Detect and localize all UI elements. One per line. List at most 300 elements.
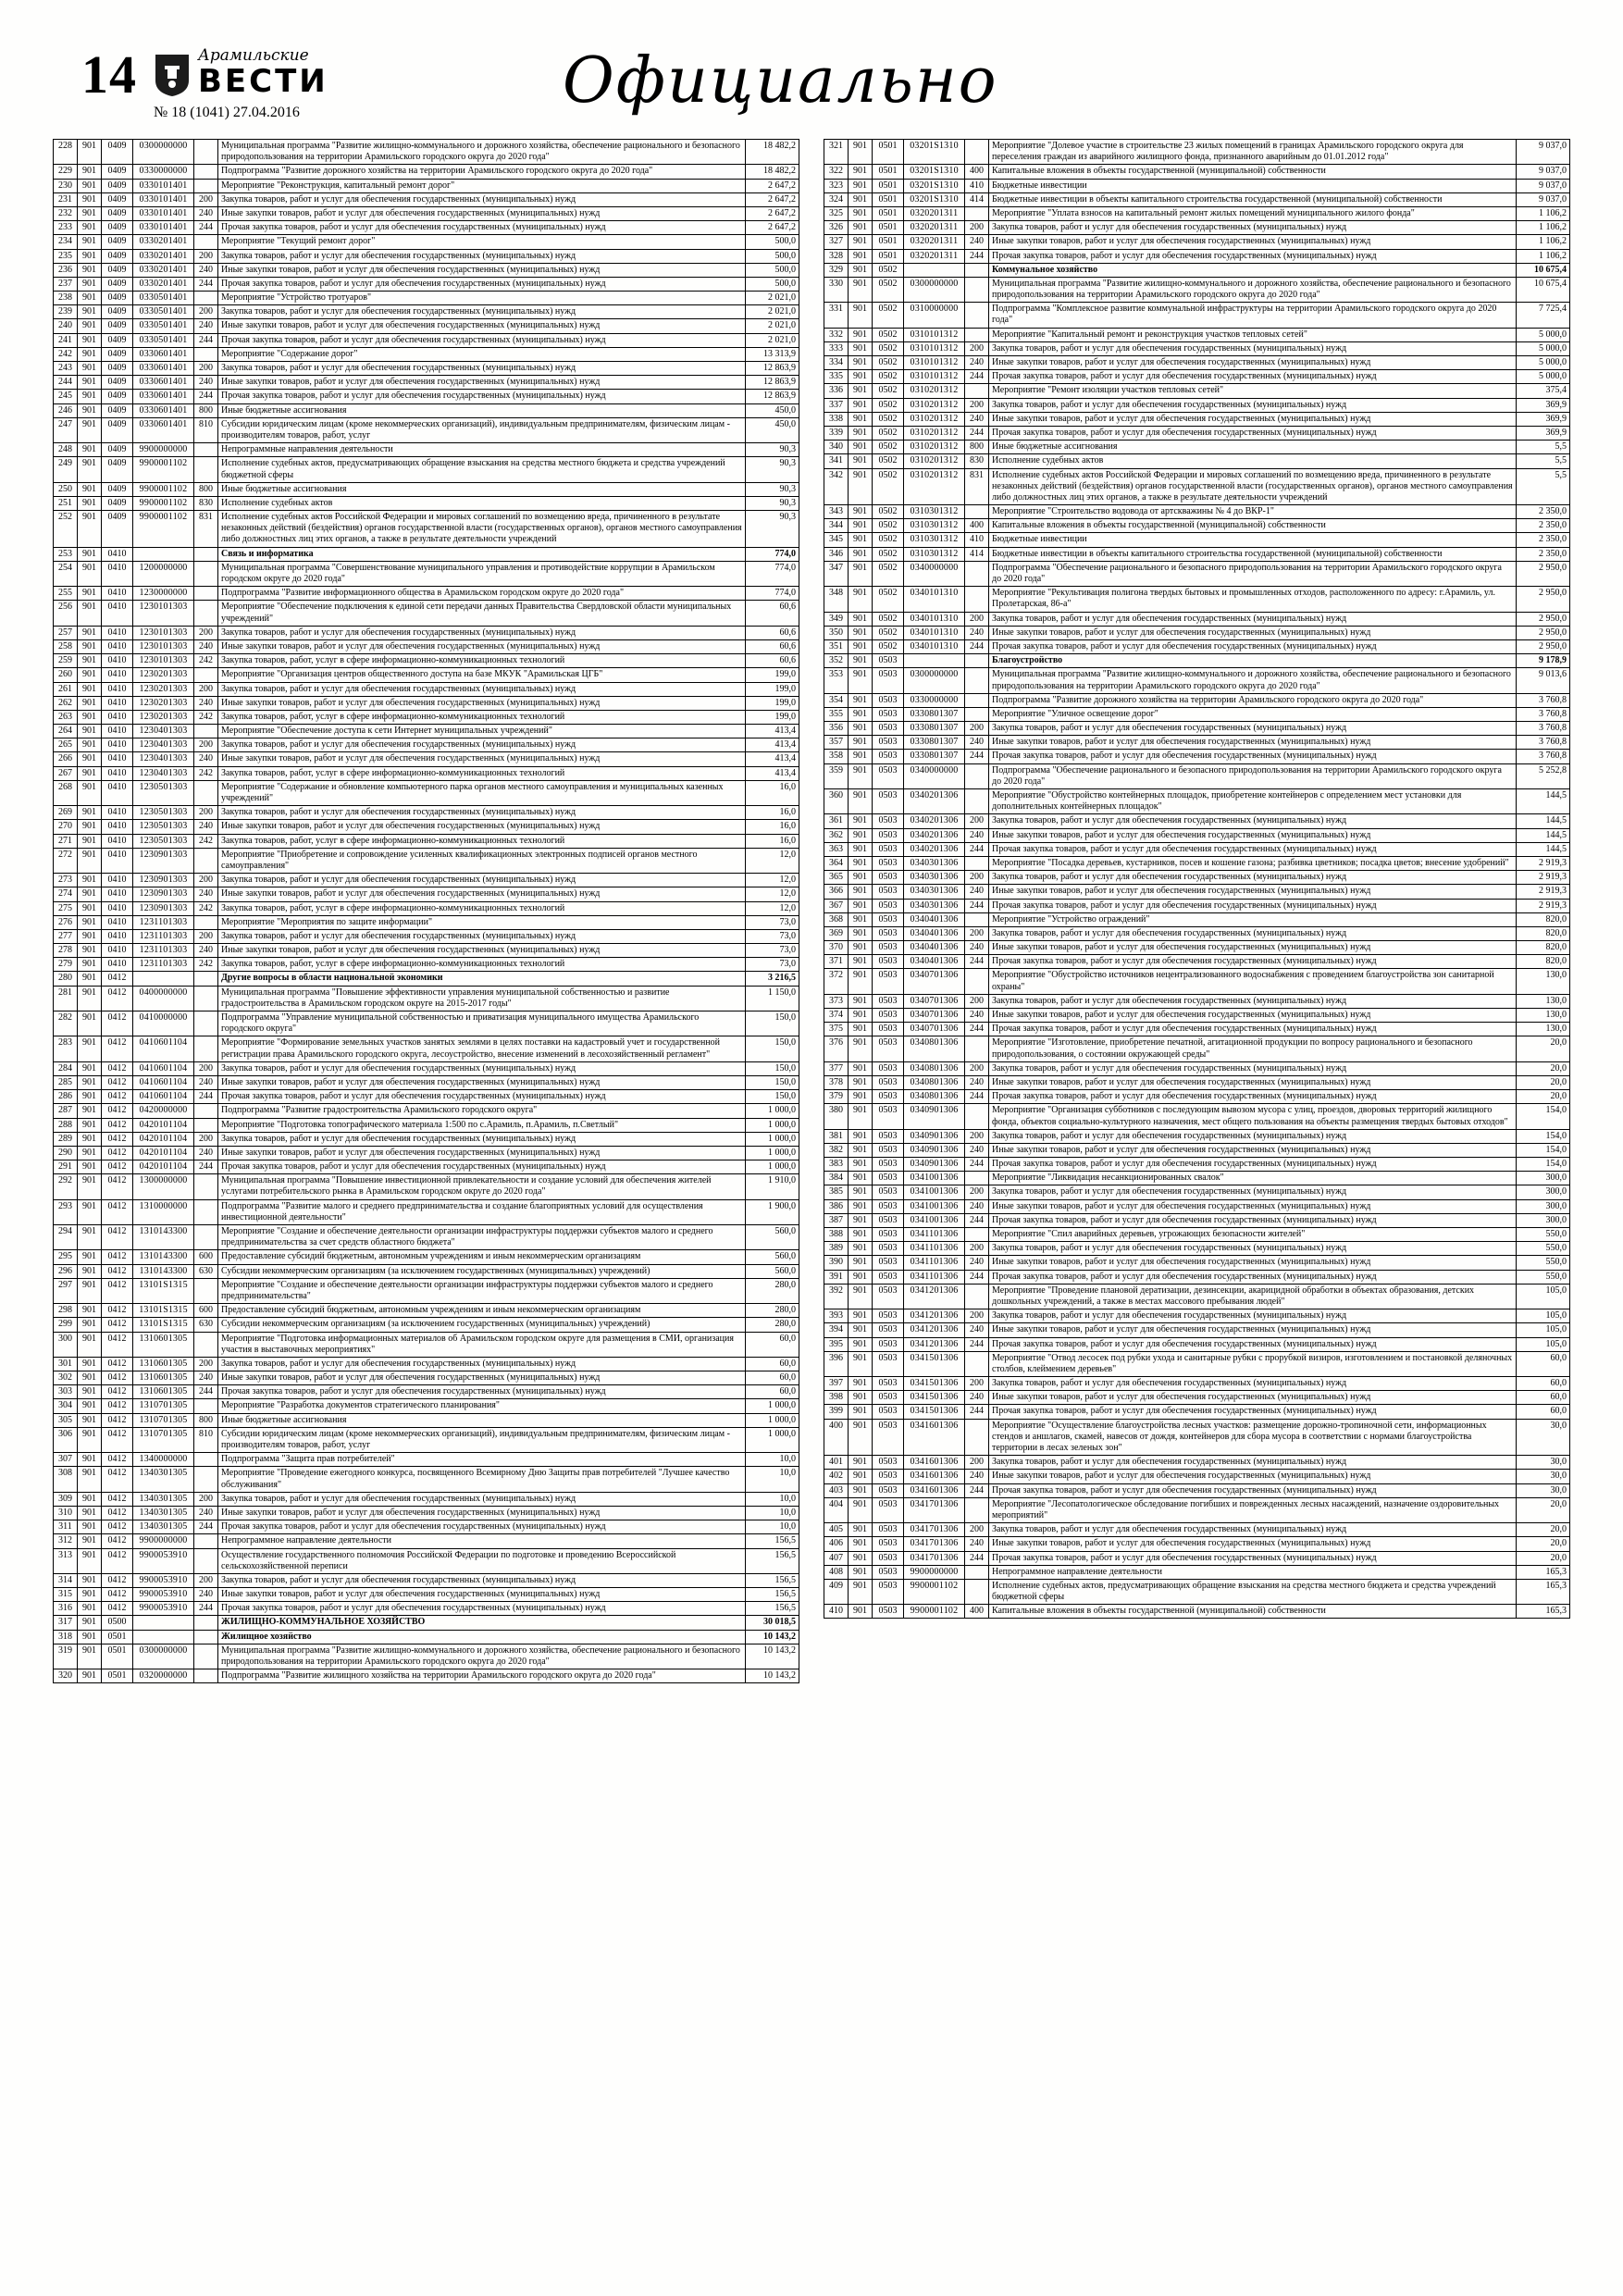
target-code: 0340401306 bbox=[904, 912, 965, 926]
target-code: 0310201312 bbox=[904, 454, 965, 468]
row-num: 405 bbox=[824, 1523, 849, 1537]
row-num: 314 bbox=[54, 1573, 78, 1587]
amount: 5,5 bbox=[1517, 441, 1570, 454]
target-code: 1230401303 bbox=[133, 766, 194, 780]
adm-code: 901 bbox=[78, 1630, 102, 1644]
row-num: 234 bbox=[54, 235, 78, 249]
row-num: 397 bbox=[824, 1377, 849, 1391]
adm-code: 901 bbox=[78, 901, 102, 915]
target-code bbox=[133, 972, 194, 986]
row-num: 279 bbox=[54, 958, 78, 972]
description: Закупка товаров, работ, услуг в сфере информационно-коммуникационных технологий bbox=[218, 834, 746, 848]
table-row bbox=[54, 333, 799, 347]
adm-code: 901 bbox=[78, 848, 102, 873]
section-code: 0503 bbox=[873, 1185, 904, 1199]
amount: 500,0 bbox=[746, 249, 799, 263]
target-code: 0341701306 bbox=[904, 1523, 965, 1537]
expense-type-code bbox=[965, 654, 989, 668]
expense-type-code bbox=[194, 1174, 218, 1199]
expense-type-code: 244 bbox=[965, 1483, 989, 1497]
description: Исполнение судебных актов, предусматривающих обращение взыскания на средства местного бюджета и средства учреждений бюджетной сферы bbox=[989, 1579, 1517, 1604]
section-code: 0503 bbox=[873, 722, 904, 736]
section-code: 0409 bbox=[102, 319, 133, 333]
amount: 30,0 bbox=[1517, 1470, 1570, 1483]
row-num: 253 bbox=[54, 547, 78, 561]
expense-type-code bbox=[965, 707, 989, 721]
expense-type-code bbox=[965, 328, 989, 341]
adm-code: 901 bbox=[78, 1548, 102, 1573]
table-row bbox=[54, 1160, 799, 1174]
target-code: 1230501303 bbox=[133, 780, 194, 805]
expense-type-code bbox=[194, 443, 218, 457]
row-num: 371 bbox=[824, 955, 849, 969]
amount: 154,0 bbox=[1517, 1104, 1570, 1129]
row-num: 251 bbox=[54, 496, 78, 510]
table-row bbox=[824, 263, 1570, 277]
row-num: 290 bbox=[54, 1146, 78, 1160]
budget-tables bbox=[53, 139, 1570, 1683]
target-code: 03201S1310 bbox=[904, 165, 965, 179]
table-row bbox=[824, 1605, 1570, 1619]
row-num: 372 bbox=[824, 969, 849, 994]
adm-code: 901 bbox=[849, 1351, 873, 1376]
row-num: 309 bbox=[54, 1492, 78, 1506]
adm-code: 901 bbox=[78, 1318, 102, 1332]
description: Закупка товаров, работ и услуг для обеспечения государственных (муниципальных) нужд bbox=[989, 926, 1517, 940]
adm-code: 901 bbox=[849, 1405, 873, 1419]
row-num: 378 bbox=[824, 1075, 849, 1089]
expense-type-code: 240 bbox=[965, 1391, 989, 1405]
row-num: 328 bbox=[824, 249, 849, 263]
adm-code: 901 bbox=[78, 496, 102, 510]
amount: 280,0 bbox=[746, 1304, 799, 1318]
section-code: 0409 bbox=[102, 192, 133, 206]
expense-type-code: 240 bbox=[965, 1323, 989, 1337]
adm-code: 901 bbox=[78, 235, 102, 249]
row-num: 323 bbox=[824, 179, 849, 192]
table-row bbox=[824, 1523, 1570, 1537]
row-num: 232 bbox=[54, 206, 78, 220]
target-code: 0340901306 bbox=[904, 1158, 965, 1172]
target-code: 1340301305 bbox=[133, 1492, 194, 1506]
expense-type-code: 200 bbox=[965, 722, 989, 736]
section-code: 0410 bbox=[102, 668, 133, 682]
description: Прочая закупка товаров, работ и услуг для обеспечения государственных (муниципальных) нужд bbox=[989, 750, 1517, 763]
expense-type-code: 240 bbox=[965, 1075, 989, 1089]
amount: 60,6 bbox=[746, 654, 799, 668]
amount: 9 037,0 bbox=[1517, 140, 1570, 165]
row-num: 265 bbox=[54, 738, 78, 752]
table-row bbox=[824, 206, 1570, 220]
table-row bbox=[54, 1104, 799, 1118]
section-code: 0410 bbox=[102, 561, 133, 586]
amount: 2 919,3 bbox=[1517, 899, 1570, 912]
expense-type-code bbox=[194, 1616, 218, 1630]
amount: 60,0 bbox=[746, 1332, 799, 1357]
amount: 2 647,2 bbox=[746, 221, 799, 235]
adm-code: 901 bbox=[78, 1385, 102, 1399]
target-code: 0330501401 bbox=[133, 305, 194, 319]
target-code: 0340701306 bbox=[904, 994, 965, 1008]
section-code: 0410 bbox=[102, 752, 133, 766]
amount: 2 350,0 bbox=[1517, 519, 1570, 533]
target-code: 0410000000 bbox=[133, 1011, 194, 1036]
target-code: 0330201401 bbox=[133, 249, 194, 263]
amount: 199,0 bbox=[746, 668, 799, 682]
amount: 9 178,9 bbox=[1517, 654, 1570, 668]
target-code: 0300000000 bbox=[133, 140, 194, 165]
amount: 156,5 bbox=[746, 1534, 799, 1548]
adm-code: 901 bbox=[78, 140, 102, 165]
section-code: 0503 bbox=[873, 926, 904, 940]
table-row bbox=[54, 165, 799, 179]
adm-code: 901 bbox=[78, 887, 102, 901]
table-row bbox=[824, 1104, 1570, 1129]
expense-type-code: 240 bbox=[194, 752, 218, 766]
target-code: 0341001306 bbox=[904, 1213, 965, 1227]
expense-type-code bbox=[194, 725, 218, 738]
row-num: 320 bbox=[54, 1669, 78, 1683]
description: Иные закупки товаров, работ и услуг для обеспечения государственных (муниципальных) нужд bbox=[989, 235, 1517, 249]
amount: 150,0 bbox=[746, 1090, 799, 1104]
table-row bbox=[824, 789, 1570, 814]
table-row bbox=[824, 994, 1570, 1008]
adm-code: 901 bbox=[849, 1284, 873, 1309]
table-row bbox=[824, 505, 1570, 519]
amount: 3 760,8 bbox=[1517, 693, 1570, 707]
expense-type-code bbox=[194, 1399, 218, 1413]
section-code: 0410 bbox=[102, 654, 133, 668]
description: Закупка товаров, работ, услуг в сфере информационно-коммуникационных технологий bbox=[218, 766, 746, 780]
target-code: 0330601401 bbox=[133, 347, 194, 361]
amount: 73,0 bbox=[746, 944, 799, 958]
row-num: 344 bbox=[824, 519, 849, 533]
table-row bbox=[54, 347, 799, 361]
adm-code: 901 bbox=[849, 206, 873, 220]
target-code: 0341501306 bbox=[904, 1391, 965, 1405]
row-num: 360 bbox=[824, 789, 849, 814]
table-row bbox=[824, 356, 1570, 370]
section-code: 0410 bbox=[102, 958, 133, 972]
description: Мероприятие "Реконструкция, капитальный ремонт дорог" bbox=[218, 179, 746, 192]
table-row bbox=[824, 547, 1570, 561]
section-code: 0412 bbox=[102, 1573, 133, 1587]
table-row bbox=[54, 1602, 799, 1616]
row-num: 334 bbox=[824, 356, 849, 370]
logo-text bbox=[198, 46, 328, 100]
description: Прочая закупка товаров, работ и услуг для обеспечения государственных (муниципальных) нужд bbox=[218, 1385, 746, 1399]
expense-type-code: 244 bbox=[194, 333, 218, 347]
expense-type-code: 830 bbox=[965, 454, 989, 468]
adm-code: 901 bbox=[849, 856, 873, 870]
adm-code: 901 bbox=[78, 1669, 102, 1683]
adm-code: 901 bbox=[849, 736, 873, 750]
table-row bbox=[824, 1483, 1570, 1497]
expense-type-code: 200 bbox=[965, 398, 989, 412]
table-row bbox=[54, 1118, 799, 1132]
target-code: 0341701306 bbox=[904, 1537, 965, 1551]
row-num: 407 bbox=[824, 1551, 849, 1565]
row-num: 340 bbox=[824, 441, 849, 454]
expense-type-code: 414 bbox=[965, 192, 989, 206]
adm-code: 901 bbox=[78, 682, 102, 696]
section-code: 0412 bbox=[102, 1104, 133, 1118]
row-num: 346 bbox=[824, 547, 849, 561]
section-code: 0503 bbox=[873, 842, 904, 856]
section-code: 0503 bbox=[873, 1172, 904, 1185]
adm-code: 901 bbox=[849, 221, 873, 235]
expense-type-code: 244 bbox=[965, 842, 989, 856]
adm-code: 901 bbox=[849, 1172, 873, 1185]
table-row bbox=[54, 654, 799, 668]
adm-code: 901 bbox=[849, 899, 873, 912]
adm-code: 901 bbox=[849, 140, 873, 165]
expense-type-code bbox=[194, 561, 218, 586]
table-row bbox=[54, 511, 799, 548]
target-code: 0330501401 bbox=[133, 333, 194, 347]
target-code: 0341001306 bbox=[904, 1172, 965, 1185]
target-code: 0310301312 bbox=[904, 505, 965, 519]
description: Иные закупки товаров, работ и услуг для обеспечения государственных (муниципальных) нужд bbox=[989, 736, 1517, 750]
section-code: 0410 bbox=[102, 915, 133, 929]
description: Мероприятие "Лесопатологическое обследование погибших и поврежденных лесных насаждений, назначение оздоровительных мероприятий" bbox=[989, 1497, 1517, 1522]
row-num: 365 bbox=[824, 871, 849, 885]
amount: 5 000,0 bbox=[1517, 356, 1570, 370]
section-code: 0412 bbox=[102, 1371, 133, 1385]
adm-code: 901 bbox=[849, 912, 873, 926]
expense-type-code: 240 bbox=[965, 235, 989, 249]
row-num: 316 bbox=[54, 1602, 78, 1616]
target-code: 0310101312 bbox=[904, 328, 965, 341]
amount: 1 106,2 bbox=[1517, 235, 1570, 249]
table-row bbox=[54, 1427, 799, 1452]
target-code: 1230901303 bbox=[133, 901, 194, 915]
target-code: 0340901306 bbox=[904, 1143, 965, 1157]
section-code: 0502 bbox=[873, 303, 904, 328]
row-num: 363 bbox=[824, 842, 849, 856]
adm-code: 901 bbox=[78, 333, 102, 347]
target-code: 0341501306 bbox=[904, 1405, 965, 1419]
expense-type-code: 200 bbox=[194, 806, 218, 820]
target-code: 1231101303 bbox=[133, 929, 194, 943]
amount: 20,0 bbox=[1517, 1497, 1570, 1522]
description: Закупка товаров, работ и услуг для обеспечения государственных (муниципальных) нужд bbox=[989, 612, 1517, 626]
expense-type-code bbox=[194, 140, 218, 165]
row-num: 308 bbox=[54, 1467, 78, 1492]
adm-code: 901 bbox=[78, 1644, 102, 1669]
section-code: 0503 bbox=[873, 1419, 904, 1456]
target-code: 1230901303 bbox=[133, 848, 194, 873]
table-row bbox=[824, 426, 1570, 440]
row-num: 330 bbox=[824, 277, 849, 302]
amount: 560,0 bbox=[746, 1264, 799, 1278]
adm-code: 901 bbox=[849, 1497, 873, 1522]
description: Мероприятие "Разработка документов стратегического планирования" bbox=[218, 1399, 746, 1413]
description: Прочая закупка товаров, работ и услуг для обеспечения государственных (муниципальных) нужд bbox=[989, 1023, 1517, 1036]
adm-code: 901 bbox=[78, 179, 102, 192]
table-row bbox=[824, 561, 1570, 586]
section-code: 0409 bbox=[102, 235, 133, 249]
section-code: 0412 bbox=[102, 1427, 133, 1452]
expense-type-code: 200 bbox=[965, 1309, 989, 1323]
description: Мероприятие "Строительство водовода от артскважины № 4 до ВКР-1" bbox=[989, 505, 1517, 519]
table-row bbox=[824, 1158, 1570, 1172]
table-row bbox=[54, 766, 799, 780]
section-code: 0501 bbox=[102, 1669, 133, 1683]
expense-type-code: 244 bbox=[965, 1270, 989, 1284]
section-code: 0503 bbox=[873, 1036, 904, 1061]
expense-type-code: 242 bbox=[194, 654, 218, 668]
row-num: 262 bbox=[54, 696, 78, 710]
amount: 16,0 bbox=[746, 806, 799, 820]
description: Жилищное хозяйство bbox=[218, 1630, 746, 1644]
amount: 20,0 bbox=[1517, 1523, 1570, 1537]
section-code: 0412 bbox=[102, 1225, 133, 1250]
section-code: 0503 bbox=[873, 707, 904, 721]
amount: 550,0 bbox=[1517, 1228, 1570, 1242]
description: Иные закупки товаров, работ и услуг для обеспечения государственных (муниципальных) нужд bbox=[989, 1537, 1517, 1551]
table-row bbox=[54, 887, 799, 901]
target-code: 0330601401 bbox=[133, 376, 194, 390]
target-code: 0330201401 bbox=[133, 263, 194, 277]
description: Прочая закупка товаров, работ и услуг для обеспечения государственных (муниципальных) нужд bbox=[989, 1551, 1517, 1565]
target-code: 9900001102 bbox=[133, 511, 194, 548]
description: Закупка товаров, работ и услуг для обеспечения государственных (муниципальных) нужд bbox=[989, 341, 1517, 355]
amount: 550,0 bbox=[1517, 1270, 1570, 1284]
amount: 413,4 bbox=[746, 752, 799, 766]
section-code: 0409 bbox=[102, 362, 133, 376]
adm-code: 901 bbox=[849, 1551, 873, 1565]
section-code: 0503 bbox=[873, 1009, 904, 1023]
description: Иные бюджетные ассигнования bbox=[218, 403, 746, 417]
description: Бюджетные инвестиции bbox=[989, 179, 1517, 192]
description: ЖИЛИЩНО-КОММУНАЛЬНОЕ ХОЗЯЙСТВО bbox=[218, 1616, 746, 1630]
target-code: 0310101312 bbox=[904, 356, 965, 370]
target-code: 0341601306 bbox=[904, 1470, 965, 1483]
row-num: 393 bbox=[824, 1309, 849, 1323]
row-num: 350 bbox=[824, 626, 849, 639]
table-row bbox=[824, 1323, 1570, 1337]
amount: 60,6 bbox=[746, 601, 799, 626]
description: Коммунальное хозяйство bbox=[989, 263, 1517, 277]
section-code: 0412 bbox=[102, 1548, 133, 1573]
row-num: 349 bbox=[824, 612, 849, 626]
amount: 60,0 bbox=[1517, 1391, 1570, 1405]
adm-code: 901 bbox=[849, 707, 873, 721]
expense-type-code: 244 bbox=[965, 1405, 989, 1419]
adm-code: 901 bbox=[849, 1579, 873, 1604]
row-num: 356 bbox=[824, 722, 849, 736]
table-row bbox=[824, 303, 1570, 328]
amount: 156,5 bbox=[746, 1573, 799, 1587]
amount: 105,0 bbox=[1517, 1284, 1570, 1309]
section-code: 0502 bbox=[873, 263, 904, 277]
description: Иные бюджетные ассигнования bbox=[218, 1413, 746, 1427]
description: Мероприятие "Посадка деревьев, кустарников, посев и кошение газона; разбивка цветников; посадка цветов; внесение удобрений" bbox=[989, 856, 1517, 870]
table-row bbox=[824, 249, 1570, 263]
description: Подпрограмма "Развитие дорожного хозяйства на территории Арамильского городского округа до 2020 года" bbox=[989, 693, 1517, 707]
target-code: 0340101310 bbox=[904, 626, 965, 639]
description: Иные закупки товаров, работ и услуг для обеспечения государственных (муниципальных) нужд bbox=[989, 1199, 1517, 1213]
row-num: 332 bbox=[824, 328, 849, 341]
expense-type-code: 630 bbox=[194, 1318, 218, 1332]
description: Иные закупки товаров, работ и услуг для обеспечения государственных (муниципальных) нужд bbox=[218, 944, 746, 958]
expense-type-code: 414 bbox=[965, 547, 989, 561]
adm-code: 901 bbox=[849, 519, 873, 533]
expense-type-code: 244 bbox=[194, 1160, 218, 1174]
description: Непрограммное направление деятельности bbox=[218, 1534, 746, 1548]
amount: 16,0 bbox=[746, 780, 799, 805]
row-num: 317 bbox=[54, 1616, 78, 1630]
table-row bbox=[824, 1351, 1570, 1376]
adm-code: 901 bbox=[849, 1323, 873, 1337]
expense-type-code: 240 bbox=[194, 887, 218, 901]
amount: 550,0 bbox=[1517, 1242, 1570, 1256]
target-code: 1310000000 bbox=[133, 1199, 194, 1224]
description: Мероприятие "Уплата взносов на капитальный ремонт жилых помещений муниципального жилого фонда" bbox=[989, 206, 1517, 220]
adm-code: 901 bbox=[849, 1337, 873, 1351]
adm-code: 901 bbox=[78, 1146, 102, 1160]
expense-type-code bbox=[194, 1453, 218, 1467]
expense-type-code: 200 bbox=[194, 874, 218, 887]
expense-type-code bbox=[965, 969, 989, 994]
expense-type-code: 600 bbox=[194, 1250, 218, 1264]
adm-code: 901 bbox=[78, 319, 102, 333]
row-num: 355 bbox=[824, 707, 849, 721]
adm-code: 901 bbox=[78, 403, 102, 417]
section-code: 0503 bbox=[873, 899, 904, 912]
description: Подпрограмма "Развитие малого и среднего предпринимательства и создание благоприятных условий для осуществления инвестиционной деятельности" bbox=[218, 1199, 746, 1224]
expense-type-code bbox=[194, 1644, 218, 1669]
description: Прочая закупка товаров, работ и услуг для обеспечения государственных (муниципальных) нужд bbox=[218, 277, 746, 291]
adm-code: 901 bbox=[849, 1419, 873, 1456]
target-code: 0310201312 bbox=[904, 426, 965, 440]
expense-type-code bbox=[965, 206, 989, 220]
row-num: 305 bbox=[54, 1413, 78, 1427]
section-code: 0409 bbox=[102, 417, 133, 442]
adm-code: 901 bbox=[78, 457, 102, 482]
amount: 12,0 bbox=[746, 887, 799, 901]
adm-code: 901 bbox=[78, 305, 102, 319]
amount: 820,0 bbox=[1517, 926, 1570, 940]
target-code: 1300000000 bbox=[133, 1174, 194, 1199]
expense-type-code: 244 bbox=[965, 639, 989, 653]
adm-code: 901 bbox=[78, 1492, 102, 1506]
description: Прочая закупка товаров, работ и услуг для обеспечения государственных (муниципальных) нужд bbox=[218, 1520, 746, 1534]
table-row bbox=[54, 496, 799, 510]
table-row bbox=[54, 277, 799, 291]
target-code: 0340401306 bbox=[904, 941, 965, 955]
amount: 20,0 bbox=[1517, 1090, 1570, 1104]
target-code: 1310143300 bbox=[133, 1264, 194, 1278]
table-row bbox=[824, 1579, 1570, 1604]
row-num: 277 bbox=[54, 929, 78, 943]
adm-code: 901 bbox=[78, 249, 102, 263]
table-row bbox=[54, 263, 799, 277]
description: Прочая закупка товаров, работ и услуг для обеспечения государственных (муниципальных) нужд bbox=[218, 333, 746, 347]
description: Подпрограмма "Развитие градостроительства Арамильского городского округа" bbox=[218, 1104, 746, 1118]
expense-type-code: 200 bbox=[194, 929, 218, 943]
row-num: 383 bbox=[824, 1158, 849, 1172]
description: Мероприятие "Ремонт изоляции участков тепловых сетей" bbox=[989, 384, 1517, 398]
amount: 1 000,0 bbox=[746, 1146, 799, 1160]
amount: 30 018,5 bbox=[746, 1616, 799, 1630]
description: Подпрограмма "Управление муниципальной собственностью и приватизация муниципального имущества Арамильского городского округа" bbox=[218, 1011, 746, 1036]
row-num: 306 bbox=[54, 1427, 78, 1452]
table-row bbox=[824, 639, 1570, 653]
description: Закупка товаров, работ и услуг для обеспечения государственных (муниципальных) нужд bbox=[989, 1242, 1517, 1256]
description: Закупка товаров, работ и услуг для обеспечения государственных (муниципальных) нужд bbox=[989, 221, 1517, 235]
